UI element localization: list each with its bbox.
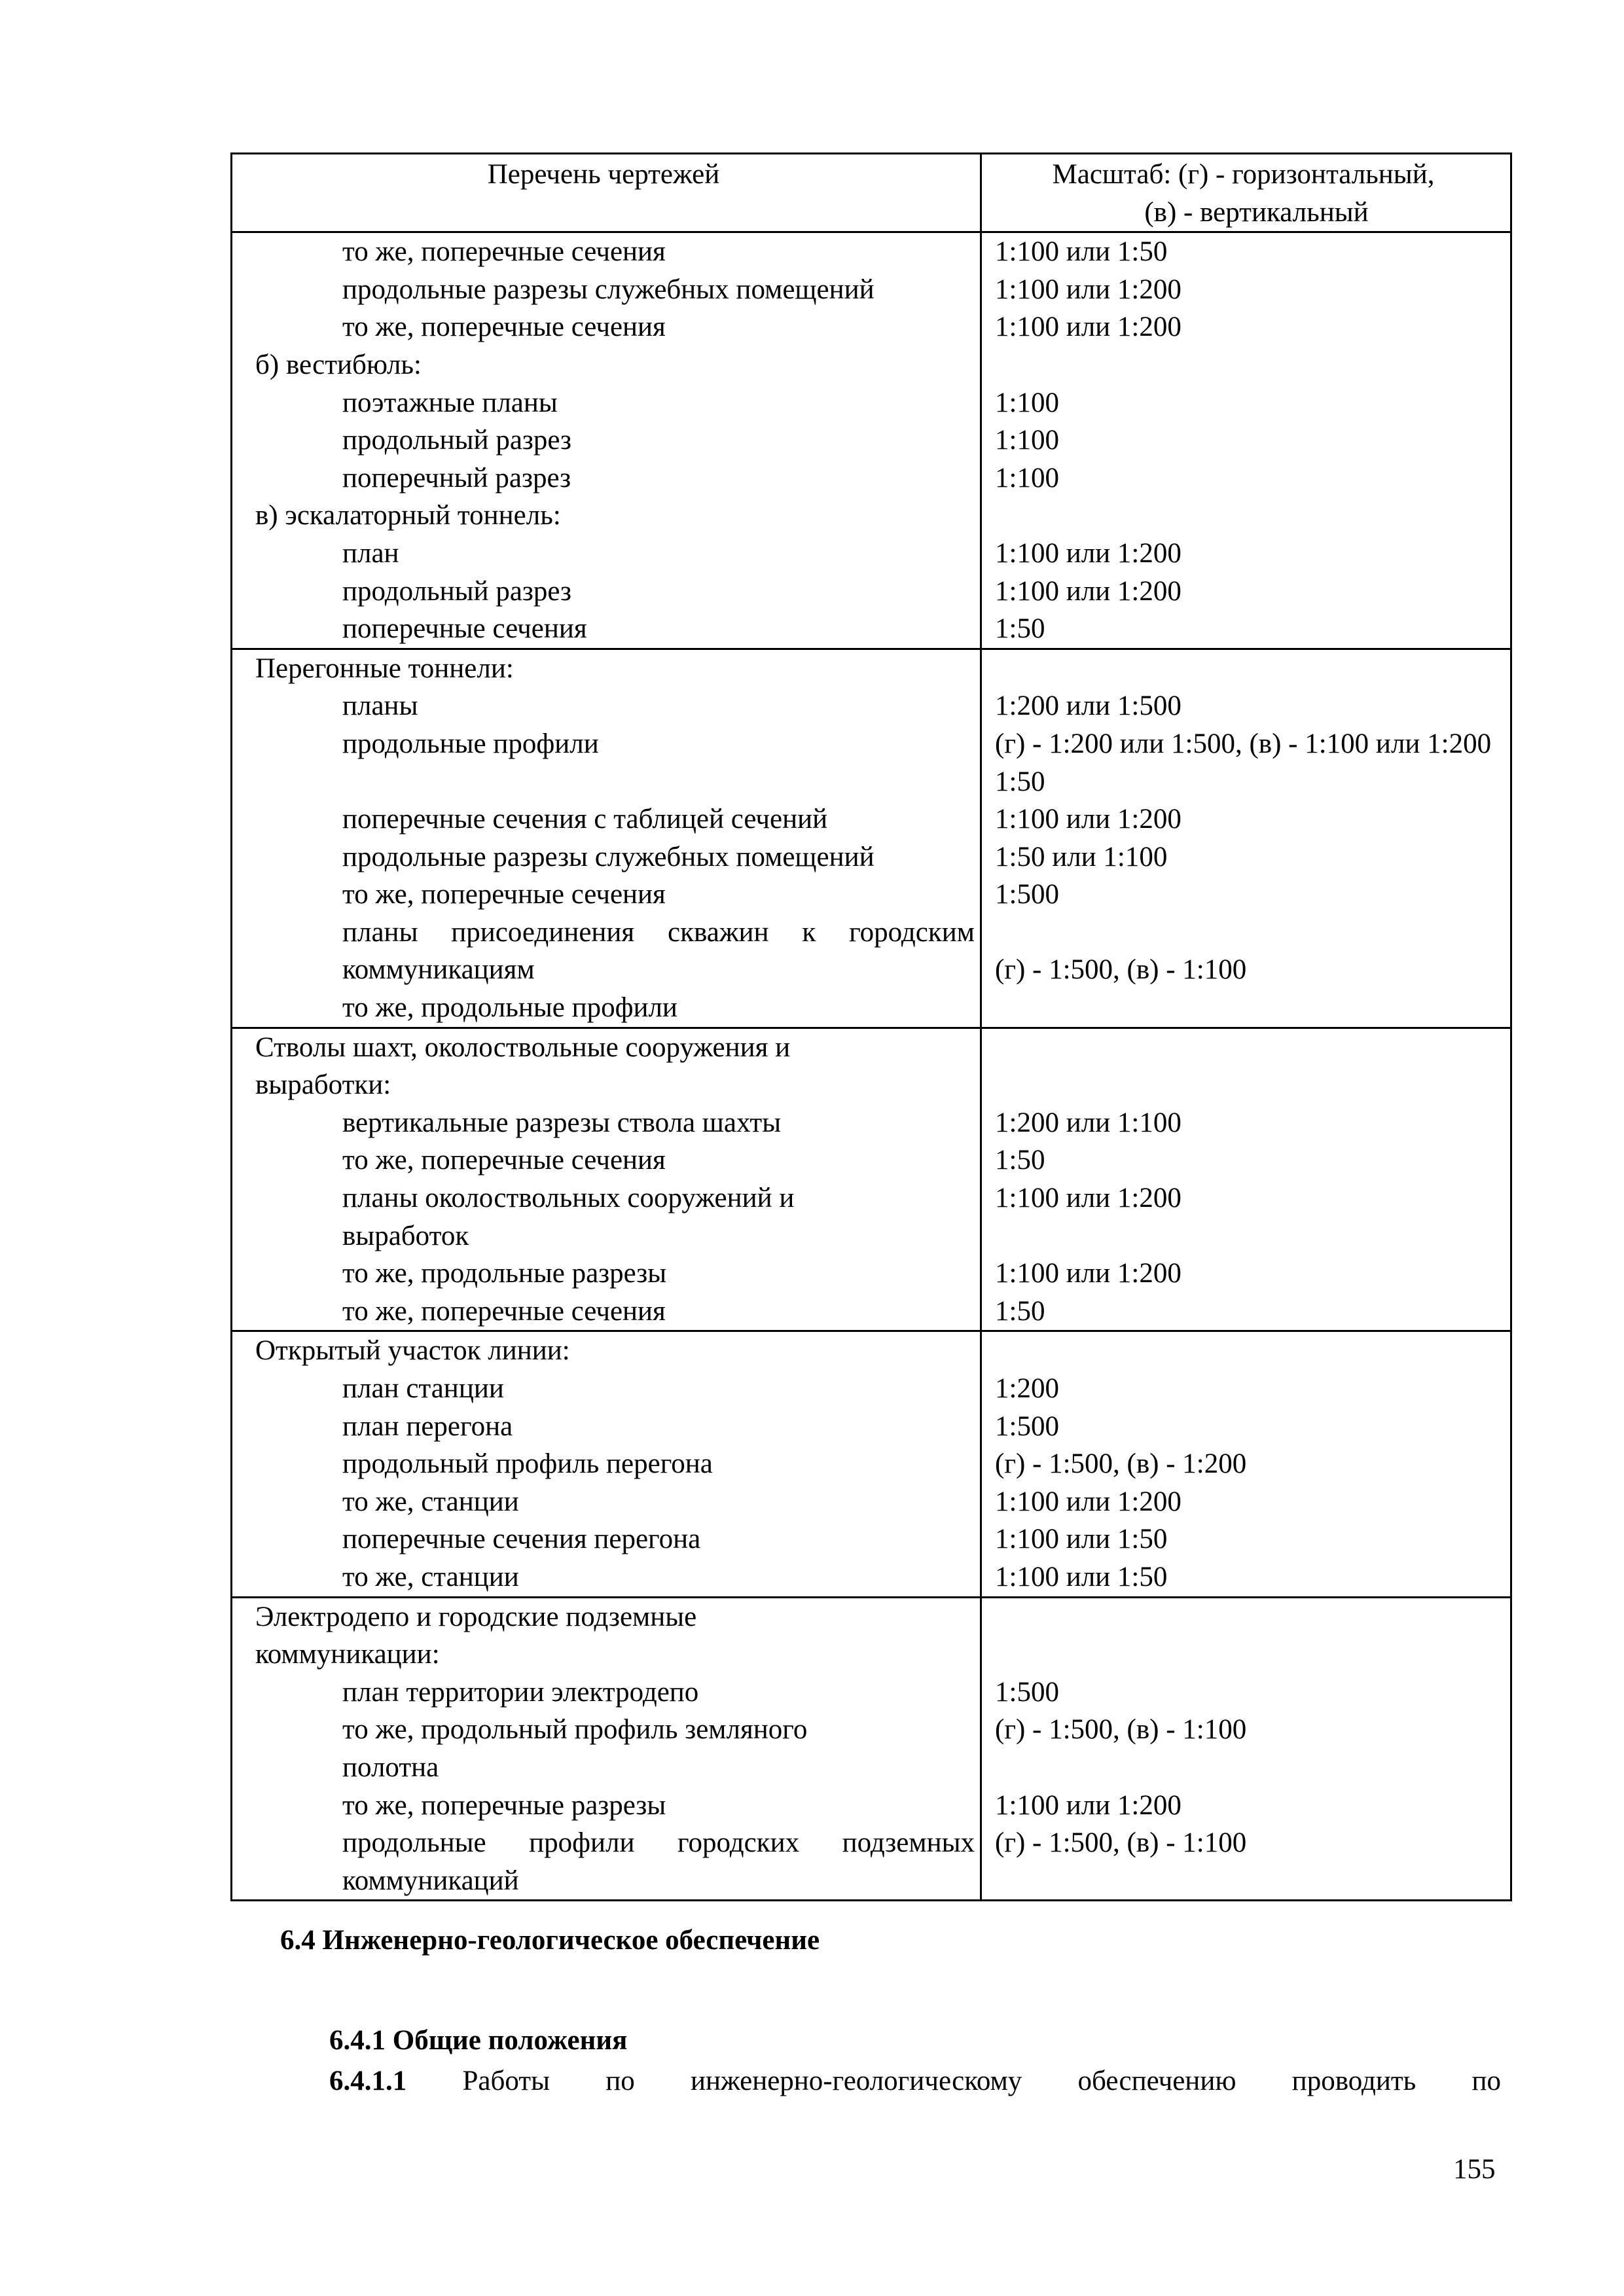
table-row-left: то же, поперечные сечения xyxy=(342,236,666,268)
table-section-shafts xyxy=(232,1028,1511,1331)
table-row-scale xyxy=(995,497,1505,535)
table-row-scale: 1:100 xyxy=(995,425,1059,456)
header-scale: Масштаб: (г) - горизонтальный, (в) - вертикальный xyxy=(981,154,1511,232)
table-row-left: то же, поперечные сечения xyxy=(342,1295,666,1327)
drawings-scale-table xyxy=(230,152,1512,1901)
table-row-left: поперечные сечения перегона xyxy=(342,1524,701,1555)
table-row-left: то же, продольный профиль земляного полотна xyxy=(342,1714,808,1783)
subsection-title-vestibule: б) вестибюль: xyxy=(255,349,422,380)
table-row-scale: 1:100 или 1:200 xyxy=(995,1183,1182,1214)
table-row-left: планы околоствольных сооружений и выработок xyxy=(342,1183,795,1251)
table-row-scale: 1:50 или 1:100 xyxy=(995,841,1168,872)
table-row-scale: (г) - 1:500, (в) - 1:100 xyxy=(995,1714,1247,1746)
table-row-scale: 1:200 xyxy=(995,1373,1059,1404)
table-row-scale: 1:100 или 1:200 xyxy=(995,1258,1182,1289)
table-row-scale: 1:50 xyxy=(995,1145,1045,1176)
section-heading: 6.4 Инженерно-геологическое обеспечение xyxy=(280,1925,820,1956)
section-title: Электродепо и городские подземные коммуникации: xyxy=(255,1601,697,1670)
table-row-left: поперечные сечения xyxy=(342,613,587,645)
table-row-scale: 1:100 или 1:50 xyxy=(995,1561,1168,1592)
table-row-scale: 1:100 или 1:50 xyxy=(995,236,1168,268)
table-row-scale: (г) - 1:200 или 1:500, (в) - 1:100 или 1:200 xyxy=(995,728,1492,759)
table-row-scale: 1:100 xyxy=(995,462,1059,493)
table-row-scale: 1:500 xyxy=(995,879,1059,910)
table-row-left: планы присоединения скважин к городским коммуникациям xyxy=(342,916,975,986)
table-row-left: продольные разрезы служебных помещений xyxy=(342,841,875,872)
table-row-left: поэтажные планы xyxy=(342,387,558,418)
paragraph-text: Работы по инженерно-геологическому обеспечению проводить по xyxy=(462,2066,1502,2096)
subsection-heading: 6.4.1 Общие положения xyxy=(329,2025,628,2056)
table-row-left: поперечные сечения с таблицей сечений xyxy=(342,804,828,835)
table-row-left: продольные разрезы служебных помещений xyxy=(342,274,875,305)
table-row-scale: 1:50 xyxy=(995,1295,1045,1327)
table-row-scale: 1:100 или 1:200 xyxy=(995,804,1182,835)
table-row-scale: (г) - 1:500, (в) - 1:100 xyxy=(995,954,1247,986)
page-number: 155 xyxy=(1453,2154,1496,2185)
section-title: Открытый участок линии: xyxy=(255,1335,570,1367)
table-row-left: то же, поперечные сечения xyxy=(342,1145,666,1176)
table-row-scale: 1:50 xyxy=(995,766,1045,797)
table-row-scale: 1:50 xyxy=(995,613,1045,645)
table-row-left: то же, поперечные разрезы xyxy=(342,1789,666,1821)
table-row-scale: 1:100 или 1:200 xyxy=(995,274,1182,305)
table-row-scale: 1:100 xyxy=(995,387,1059,418)
table-section-tunnels xyxy=(232,649,1511,1028)
table-row-scale: (г) - 1:500, (в) - 1:200 xyxy=(995,1448,1247,1480)
table-row-left: то же, поперечные сечения xyxy=(342,879,666,910)
table-row-scale: 1:200 или 1:500 xyxy=(995,691,1182,722)
table-row-scale: 1:100 или 1:200 xyxy=(995,1789,1182,1821)
table-header-row xyxy=(232,154,1511,232)
table-row-left: продольный разрез xyxy=(342,425,571,456)
paragraph-number: 6.4.1.1 xyxy=(329,2066,407,2096)
table-row-left: то же, станции xyxy=(342,1561,519,1592)
paragraph xyxy=(329,2065,1501,2097)
table-row-left: продольный профиль перегона xyxy=(342,1448,713,1480)
table-row-scale: (г) - 1:500, (в) - 1:100 xyxy=(995,1827,1247,1859)
section-title: Перегонные тоннели: xyxy=(255,653,514,684)
table-row-left: план xyxy=(342,537,399,569)
table-row-left: продольные профили xyxy=(342,728,599,759)
table-row-left: то же, продольные профили xyxy=(342,992,677,1024)
table-row-scale: 1:500 xyxy=(995,1410,1059,1442)
table-section-depot xyxy=(232,1597,1511,1901)
table-row-scale: 1:200 или 1:100 xyxy=(995,1107,1182,1138)
table-section-open-line xyxy=(232,1331,1511,1597)
table-row-scale xyxy=(995,346,1505,384)
section-title: Стволы шахт, околоствольные сооружения и выработки: xyxy=(255,1031,791,1101)
table-row-scale: 1:100 или 1:200 xyxy=(995,1486,1182,1517)
table-row-scale: 1:100 или 1:200 xyxy=(995,537,1182,569)
table-row-left: вертикальные разрезы ствола шахты xyxy=(342,1107,782,1138)
table-section-station xyxy=(232,232,1511,649)
table-row-left: план перегона xyxy=(342,1410,513,1442)
table-row-scale: 1:100 или 1:200 xyxy=(995,312,1182,343)
table-row-left: то же, продольные разрезы xyxy=(342,1258,667,1289)
table-row-left: поперечный разрез xyxy=(342,462,571,493)
table-row-left: план станции xyxy=(342,1373,504,1404)
table-row-left: продольный разрез xyxy=(342,575,571,607)
table-row-left: то же, станции xyxy=(342,1486,519,1517)
table-row-scale: 1:100 или 1:50 xyxy=(995,1524,1168,1555)
table-row-scale: 1:100 или 1:200 xyxy=(995,575,1182,607)
table-row-left: план территории электродепо xyxy=(342,1676,699,1708)
subsection-title-escalator: в) эскалаторный тоннель: xyxy=(255,500,561,531)
table-row-left: то же, поперечные сечения xyxy=(342,312,666,343)
table-row-left: планы xyxy=(342,691,418,722)
table-row-left: продольные профили городских подземных коммуникаций xyxy=(342,1827,975,1896)
table-row-scale: 1:500 xyxy=(995,1676,1059,1708)
header-drawings-list: Перечень чертежей xyxy=(232,154,981,232)
